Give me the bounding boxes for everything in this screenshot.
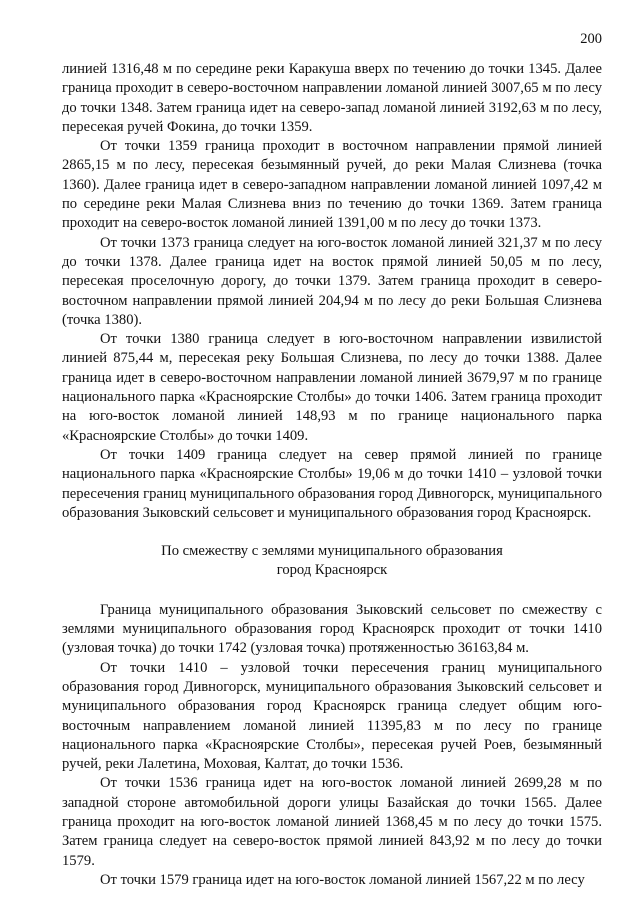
paragraph-point-1359: От точки 1359 граница проходит в восточном направлении прямой линией 2865,15 м по лесу, пересекая безымянный ручей, до реки Малая Слизнева (точка 1360). Далее граница идет в северо-западном направлении ломаной линией 1097,42 м по середине реки Малая Слизнева вниз по течению до точки 1369. Затем граница проходит на северо-восток ломаной линией 1391,00 м по лесу до точки 1373. <box>62 138 602 232</box>
paragraph-point-1410: От точки 1410 – узловой точки пересечения границ муниципального образования город Дивногорск, муниципального образования Зыковский сельсовет и муниципального образования город Красноярск граница следует общим юго-восточным направлением ломаной линией 11395,83 м по лесу по границе национального парка «Красноярские Столбы», пересекая ручей Роев, безымянный ручей, реки Лалетина, Моховая, Калтат, до точки 1536. <box>62 659 602 773</box>
document-body <box>62 60 602 890</box>
section-heading-line-1: По смежеству с землями муниципального образования <box>161 543 503 560</box>
paragraph-point-1409: От точки 1409 граница следует на север прямой линией по границе национального парка «Красноярские Столбы» 19,06 м до точки 1410 – узловой точки пересечения границ муниципального образования город Дивногорск, муниципального образования Зыковский сельсовет и муниципального образования город Красноярск. <box>62 446 602 521</box>
paragraph-continuation: линией 1316,48 м по середине реки Каракуша вверх по течению до точки 1345. Далее граница проходит в северо-восточном направлении ломаной линией 3007,65 м по лесу до точки 1348. Затем граница идет на северо-запад ломаной линией 3192,63 м по лесу, пересекая ручей Фокина, до точки 1359. <box>62 61 602 135</box>
paragraph-point-1536: От точки 1536 граница идет на юго-восток ломаной линией 2699,28 м по западной стороне автомобильной дороги улицы Базайская до точки 1565. Далее граница проходит на юго-восток ломаной линией 1368,45 м по лесу до точки 1575. Затем граница следует на северо-восток прямой линией 843,92 м по лесу до точки 1579. <box>62 775 602 869</box>
page-number: 200 <box>580 31 602 47</box>
paragraph-point-1579: От точки 1579 граница идет на юго-восток ломаной линией 1567,22 м по лесу <box>100 871 585 888</box>
section-heading-line-2: город Красноярск <box>276 562 388 579</box>
paragraph-boundary-summary: Граница муниципального образования Зыковский сельсовет по смежеству с землями муниципального образования город Красноярск проходит от точки 1410 (узловая точка) до точки 1742 (узловая точка) протяженностью 36163,84 м. <box>62 601 602 657</box>
paragraph-point-1380: От точки 1380 граница следует в юго-восточном направлении извилистой линией 875,44 м, пересекая реку Большая Слизнева, по лесу до точки 1388. Далее граница идет в северо-восточном направлении ломаной линией 3679,97 м по границе национального парка «Красноярские Столбы» до точки 1406. Затем граница проходит на юго-восток ломаной линией 148,93 м по границе национального парка «Красноярские Столбы» до точки 1409. <box>62 331 602 444</box>
paragraph-point-1373: От точки 1373 граница следует на юго-восток ломаной линией 321,37 м по лесу до точки 1378. Далее граница идет на восток прямой линией 50,05 м по лесу, пересекая проселочную дорогу, до точки 1379. Затем граница проходит в северо-восточном направлении прямой линией 204,94 м по лесу до реки Большая Слизнева (точка 1380). <box>62 234 602 328</box>
section-heading <box>62 542 602 581</box>
